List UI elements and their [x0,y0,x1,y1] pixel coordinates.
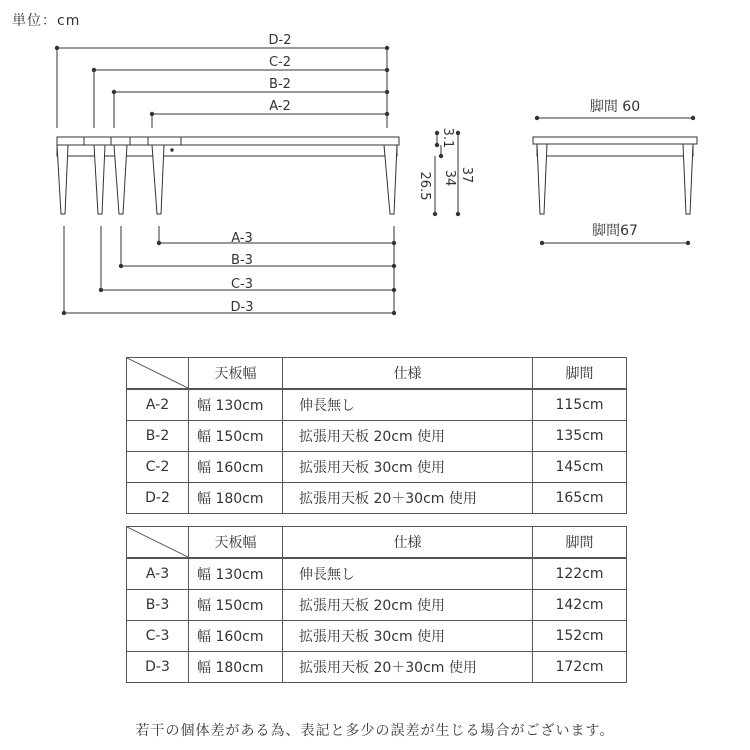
leg-1 [57,145,68,214]
leg-4 [152,145,164,214]
dim-label-b3: B-3 [231,253,253,268]
side-tabletop [57,137,399,145]
corner-cell [127,527,189,559]
dimension-dots [55,46,695,315]
spec-cell: 拡張用天板 30cm 使用 [283,621,533,652]
model-cell: A-3 [127,558,189,590]
model-cell: C-2 [127,452,189,483]
width-cell: 幅 150cm [189,590,283,621]
spec-cell: 拡張用天板 20＋30cm 使用 [283,652,533,683]
header-leg-span: 脚間 [533,358,627,390]
dim-label-a3: A-3 [231,231,253,246]
leg-3 [114,145,127,214]
table-header-row [127,527,627,559]
unit-label: 単位：cm [12,13,81,29]
model-cell: B-3 [127,590,189,621]
model-cell: C-3 [127,621,189,652]
model-cell: B-2 [127,421,189,452]
table-row [127,389,627,421]
width-cell: 幅 180cm [189,483,283,514]
leg-span-cell: 142cm [533,590,627,621]
table-header-row [127,358,627,390]
table-row [127,452,627,483]
width-cell: 幅 160cm [189,452,283,483]
side-apron [57,145,397,156]
dim-label-b2: B-2 [269,77,291,92]
table-row [127,621,627,652]
leg-span-cell: 135cm [533,421,627,452]
leg-span-cell: 152cm [533,621,627,652]
width-cell: 幅 130cm [189,389,283,421]
bottom-dimension-lines [64,226,394,313]
leg-span-cell: 115cm [533,389,627,421]
leg-2 [94,145,105,214]
height-label-3-1: 3.1 [440,127,455,149]
dim-label-c2: C-2 [268,55,292,70]
top-dimension-lines [57,48,387,128]
leg-span-cell: 172cm [533,652,627,683]
spec-cell: 拡張用天板 30cm 使用 [283,452,533,483]
corner-cell [127,358,189,390]
width-cell: 幅 150cm [189,421,283,452]
dim-label-c3: C-3 [230,277,254,292]
leg-5 [384,145,397,214]
dim-label-d2: D-2 [268,33,292,48]
model-cell: D-3 [127,652,189,683]
leg-span-cell: 145cm [533,452,627,483]
leg-span-top-label: 脚間 60 [589,99,641,115]
table-row [127,652,627,683]
header-spec: 仕様 [283,358,533,390]
leg-span-cell: 122cm [533,558,627,590]
spec-table-3 [126,526,627,683]
table-row [127,421,627,452]
spec-cell: 拡張用天板 20cm 使用 [283,590,533,621]
disclaimer-note: 若干の個体差がある為、表記と多少の誤差が生じる場合がございます。 [135,723,615,739]
height-label-26-5: 26.5 [417,171,432,201]
table-row [127,558,627,590]
header-spec: 仕様 [283,527,533,559]
dimension-diagram [0,0,750,340]
height-label-37: 37 [459,166,474,184]
spec-cell: 伸長無し [283,389,533,421]
spec-table-2 [126,357,627,514]
width-cell: 幅 130cm [189,558,283,590]
spec-cell: 拡張用天板 20cm 使用 [283,421,533,452]
spec-cell: 伸長無し [283,558,533,590]
height-label-34: 34 [442,169,457,187]
leg-span-bottom-label: 脚間67 [592,223,638,239]
model-cell: A-2 [127,389,189,421]
width-cell: 幅 180cm [189,652,283,683]
model-cell: D-2 [127,483,189,514]
dim-label-d3: D-3 [230,300,254,315]
table-row [127,590,627,621]
header-width: 天板幅 [189,358,283,390]
width-cell: 幅 160cm [189,621,283,652]
leg-span-cell: 165cm [533,483,627,514]
dim-label-a2: A-2 [269,99,291,114]
header-width: 天板幅 [189,527,283,559]
header-leg-span: 脚間 [533,527,627,559]
spec-cell: 拡張用天板 20＋30cm 使用 [283,483,533,514]
table-row [127,483,627,514]
